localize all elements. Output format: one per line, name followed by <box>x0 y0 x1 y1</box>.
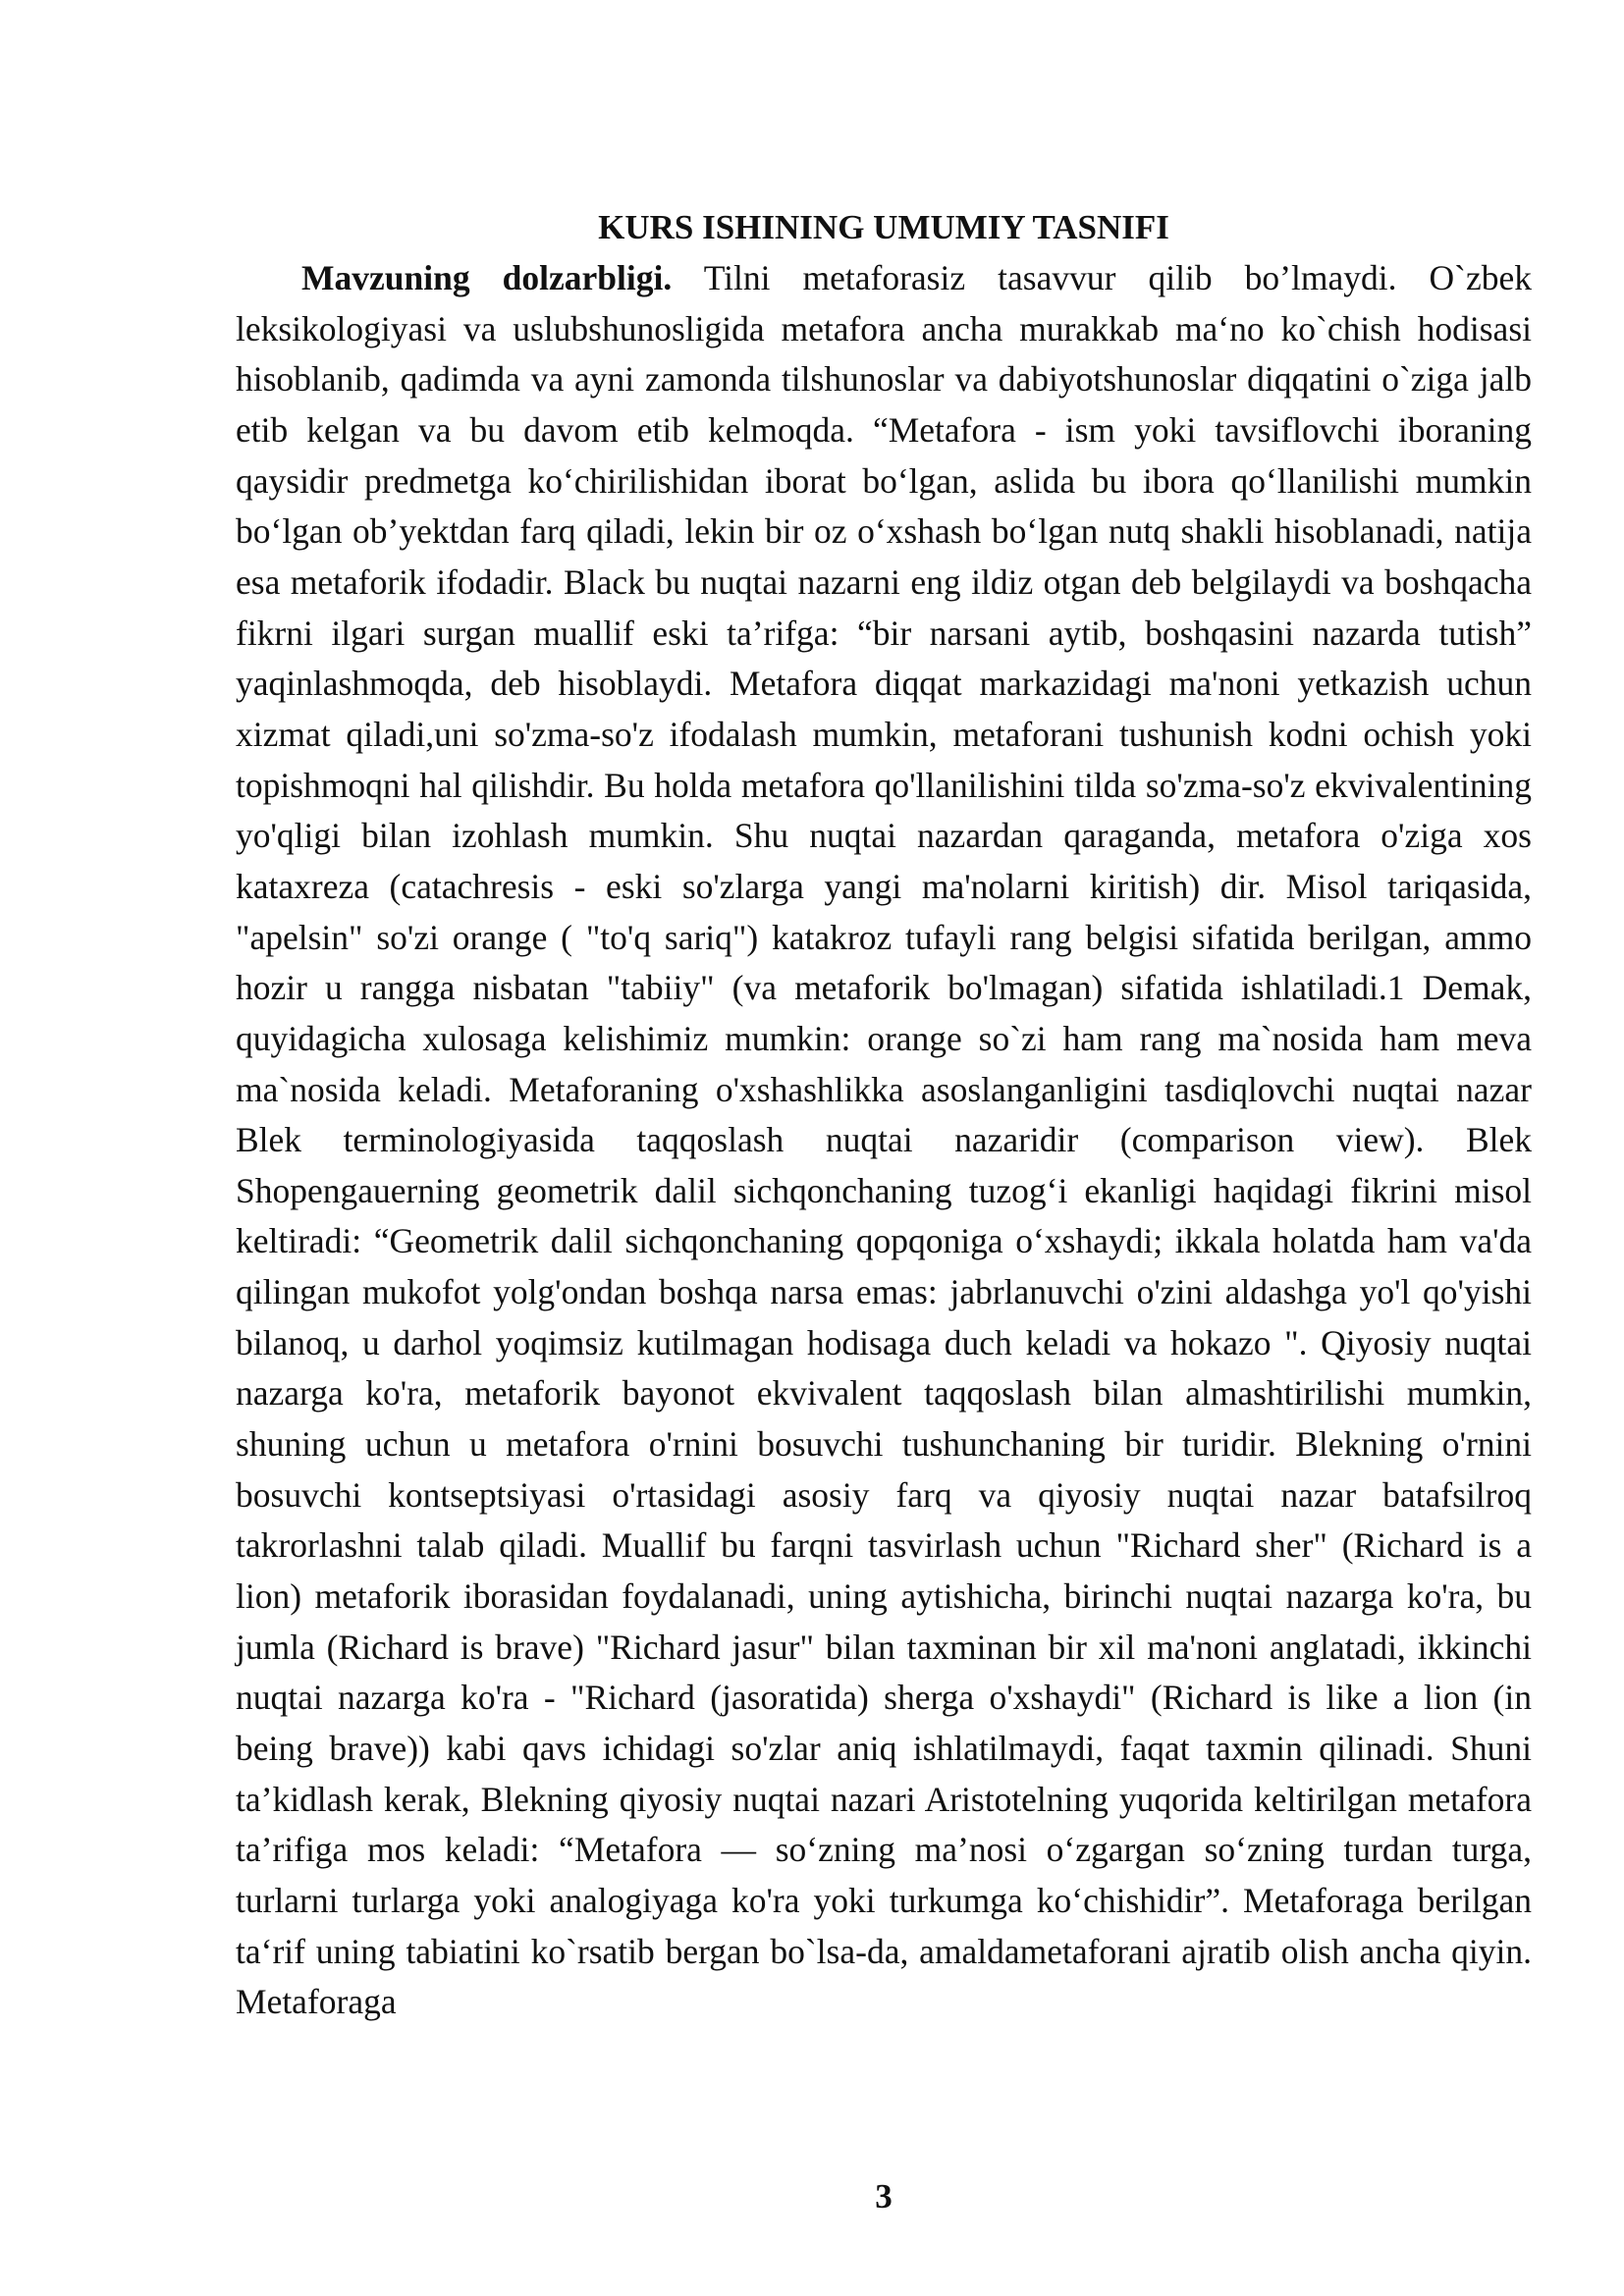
page-number: 3 <box>875 2177 893 2216</box>
document-title: KURS ISHINING UMUMIY TASNIFI <box>598 208 1169 246</box>
body-paragraph <box>236 253 1532 2028</box>
paragraph-body: Tilni metaforasiz tasavvur qilib bo’lmaydi. O`zbek leksikologiyasi va uslubshunosligida metafora ancha murakkab ma‘no ko`chish hodisasi hisoblanib, qadimda va ayni zamonda tilshunoslar va dabiyotshunoslar diqqatini o`ziga jalb etib kelgan va bu davom etib kelmoqda. “Metafora - ism yoki tavsiflovchi iboraning qaysidir predmetga ko‘chirilishidan iborat bo‘lgan, aslida bu ibora qo‘llanilishi mumkin bo‘lgan ob’yektdan farq qiladi, lekin bir oz o‘xshash bo‘lgan nutq shakli hisoblanadi, natija esa metaforik ifodadir. Black bu nuqtai nazarni eng ildiz otgan deb belgilaydi va boshqacha fikrni ilgari surgan muallif eski ta’rifga: “bir narsani aytib, boshqasini nazarda tutish” yaqinlashmoqda, deb hisoblaydi. Metafora diqqat markazidagi ma'noni yetkazish uchun xizmat qiladi,uni so'zma-so'z ifodalash mumkin, metaforani tushunish kodni ochish yoki topishmoqni hal qilishdir. Bu holda metafora qo'llanilishini tilda so'zma-so'z ekvivalentining yo'qligi bilan izohlash mumkin. Shu nuqtai nazardan qaraganda, metafora o'ziga xos kataxreza (catachresis - eski so'zlarga yangi ma'nolarni kiritish) dir. Misol tariqasida, "apelsin" so'zi orange ( "to'q sariq") katakroz tufayli rang belgisi sifatida berilgan, ammo hozir u rangga nisbatan "tabiiy" (va metaforik bo'lmagan) sifatida ishlatiladi.1 Demak, quyidagicha xulosaga kelishimiz mumkin: orange so`zi ham rang ma`nosida ham meva ma`nosida keladi. Metaforaning o'xshashlikka asoslanganligini tasdiqlovchi nuqtai nazar Blek terminologiyasida taqqoslash nuqtai nazaridir (comparison view). Blek Shopengauerning geometrik dalil sichqonchaning tuzog‘i ekanligi haqidagi fikrini misol keltiradi: “Geometrik dalil sichqonchaning qopqoniga o‘xshaydi; ikkala holatda ham va'da qilingan mukofot yolg'ondan boshqa narsa emas: jabrlanuvchi o'zini aldashga yo'l qo'yishi bilanoq, u darhol yoqimsiz kutilmagan hodisaga duch keladi va hokazo ". Qiyosiy nuqtai nazarga ko'ra, metaforik bayonot ekvivalent taqqoslash bilan almashtirilishi mumkin, shuning uchun u metafora o'rnini bosuvchi tushunchaning bir turidir. Blekning o'rnini bosuvchi kontseptsiyasi o'rtasidagi asosiy farq va qiyosiy nuqtai nazar batafsilroq takrorlashni talab qiladi. Muallif bu farqni tasvirlash uchun "Richard sher" (Richard is a lion) metaforik iborasidan foydalanadi, uning aytishicha, birinchi nuqtai nazarga ko'ra, bu jumla (Richard is brave) "Richard jasur" bilan taxminan bir xil ma'noni anglatadi, ikkinchi nuqtai nazarga ko'ra - "Richard (jasoratida) sherga o'xshaydi" (Richard is like a lion (in being brave)) kabi qavs ichidagi so'zlar aniq ishlatilmaydi, faqat taxmin qilinadi. Shuni ta’kidlash kerak, Blekning qiyosiy nuqtai nazari Aristotelning yuqorida keltirilgan metafora ta’rifiga mos keladi: “Metafora — so‘zning ma’nosi o‘zgargan so‘zning turdan turga, turlarni turlarga yoki analogiyaga ko'ra yoki turkumga ko‘chishidir”. Metaforaga berilgan ta‘rif uning tabiatini ko`rsatib bergan bo`lsa-da, amaldametaforani ajratib olish ancha qiyin. Metaforaga <box>236 258 1533 2022</box>
paragraph-lead: Mavzuning dolzarbligi. <box>301 258 673 297</box>
